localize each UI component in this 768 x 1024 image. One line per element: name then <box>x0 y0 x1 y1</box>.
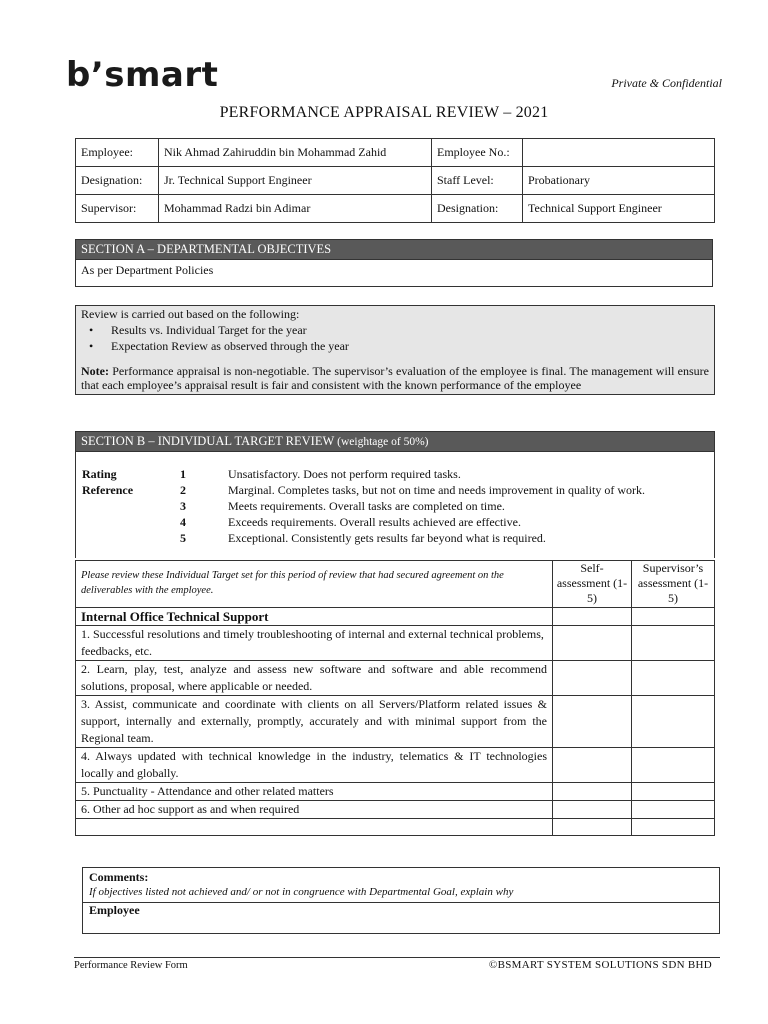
self-score-cell[interactable] <box>553 608 632 626</box>
review-note <box>81 364 709 392</box>
target-item: 2. Learn, play, test, analyze and assess new software and software and able recommend solutions, proposal, where applicable or needed. <box>76 661 553 696</box>
rating-number: 4 <box>180 515 186 529</box>
self-score-cell[interactable] <box>553 626 632 661</box>
supervisor-score-cell[interactable] <box>632 626 715 661</box>
supervisor-score-cell[interactable] <box>632 608 715 626</box>
self-score-cell[interactable] <box>553 801 632 819</box>
rating-description: Exceeds requirements. Overall results achieved are effective. <box>228 515 521 529</box>
employee-label: Employee: <box>76 139 159 167</box>
supervisor-field[interactable]: Mohammad Radzi bin Adimar <box>159 195 432 223</box>
designation-label: Designation: <box>76 167 159 195</box>
staff-level-field[interactable]: Probationary <box>523 167 715 195</box>
rating-description: Marginal. Completes tasks, but not on time and needs improvement in quality of work. <box>228 483 646 497</box>
self-score-cell[interactable] <box>553 748 632 783</box>
rating-description: Unsatisfactory. Does not perform required tasks. <box>228 467 461 481</box>
self-score-cell[interactable] <box>553 661 632 696</box>
employee-no-label: Employee No.: <box>432 139 523 167</box>
supervisor-score-cell[interactable] <box>632 801 715 819</box>
footer-form-name: Performance Review Form <box>74 960 188 971</box>
review-basis-box <box>75 305 715 395</box>
section-b-heading <box>75 431 715 452</box>
self-score-cell[interactable] <box>553 783 632 801</box>
supervisor-score-cell[interactable] <box>632 783 715 801</box>
rating-number: 3 <box>180 499 186 513</box>
supervisor-score-cell[interactable] <box>632 696 715 748</box>
employee-comment-label: Employee <box>89 903 140 917</box>
section-b-title: SECTION B – INDIVIDUAL TARGET REVIEW <box>81 434 335 448</box>
employee-name-field[interactable]: Nik Ahmad Zahiruddin bin Mohammad Zahid <box>159 139 432 167</box>
blank-target-row[interactable] <box>76 819 553 836</box>
rating-spacer <box>82 498 180 514</box>
comments-label: Comments: <box>89 870 149 884</box>
rating-row <box>82 466 709 482</box>
comments-instruction: If objectives listed not achieved and/ or not in congruence with Departmental Goal, explain why <box>89 886 514 898</box>
supervisor-score-cell[interactable] <box>632 661 715 696</box>
employee-no-field[interactable] <box>523 139 715 167</box>
rating-number: 2 <box>180 483 186 497</box>
footer-divider <box>74 957 720 958</box>
employee-comment-field[interactable] <box>83 903 719 933</box>
supervisor-label: Supervisor: <box>76 195 159 223</box>
note-text: Performance appraisal is non-negotiable. The supervisor’s evaluation of the employee is final. The management will ensure that each employee’s appraisal result is fair and consistent with the known performance of the employee <box>81 364 709 392</box>
company-logo: b’smart <box>66 55 219 95</box>
comments-box <box>82 867 720 934</box>
reference-label: Reference <box>82 483 134 497</box>
note-label: Note: <box>81 364 109 378</box>
staff-level-label: Staff Level: <box>432 167 523 195</box>
rating-number: 5 <box>180 531 186 545</box>
review-bullet-list <box>81 322 709 354</box>
target-item: 3. Assist, communicate and coordinate with clients on all Servers/Platform related issues & support, internally and externally, promptly, accurately and with minimal support from the Regional team. <box>76 696 553 748</box>
target-instruction: Please review these Individual Target set for this period of review that had secured agreement on the deliverables with the employee. <box>76 561 553 608</box>
review-intro: Review is carried out based on the following: <box>81 307 300 321</box>
supervisor-score-cell[interactable] <box>632 819 715 836</box>
footer-copyright: ©BSMART SYSTEM SOLUTIONS SDN BHD <box>488 959 712 971</box>
supervisor-designation-label: Designation: <box>432 195 523 223</box>
rating-number: 1 <box>180 467 186 481</box>
rating-row <box>82 482 709 498</box>
designation-field[interactable]: Jr. Technical Support Engineer <box>159 167 432 195</box>
target-item: 1. Successful resolutions and timely troubleshooting of internal and external technical problems, feedbacks, etc. <box>76 626 553 661</box>
self-assessment-header: Self-assessment (1-5) <box>553 561 632 608</box>
self-score-cell[interactable] <box>553 696 632 748</box>
section-b-weightage: (weightage of 50%) <box>337 436 429 448</box>
target-item: 4. Always updated with technical knowledge in the industry, telematics & IT technologies locally and globally. <box>76 748 553 783</box>
target-item: 5. Punctuality - Attendance and other related matters <box>76 783 553 801</box>
supervisor-designation-field[interactable]: Technical Support Engineer <box>523 195 715 223</box>
rating-row <box>82 530 709 546</box>
review-bullet: • Expectation Review as observed through the year <box>103 338 709 354</box>
page-title: PERFORMANCE APPRAISAL REVIEW – 2021 <box>219 104 549 121</box>
comments-header <box>83 868 719 903</box>
confidential-label: Private & Confidential <box>611 76 722 90</box>
target-review-table <box>75 560 715 836</box>
review-bullet: • Results vs. Individual Target for the year <box>103 322 709 338</box>
supervisor-assessment-header: Supervisor’s assessment (1-5) <box>632 561 715 608</box>
section-b <box>75 431 715 558</box>
rating-reference <box>75 452 715 558</box>
rating-label: Rating <box>82 467 117 481</box>
rating-row <box>82 498 709 514</box>
target-item: 6. Other ad hoc support as and when required <box>76 801 553 819</box>
rating-description: Exceptional. Consistently gets results far beyond what is required. <box>228 531 546 545</box>
section-a <box>75 239 713 287</box>
rating-spacer <box>82 514 180 530</box>
section-a-heading: SECTION A – DEPARTMENTAL OBJECTIVES <box>75 239 713 260</box>
rating-description: Meets requirements. Overall tasks are completed on time. <box>228 499 505 513</box>
employee-info-table <box>75 138 715 223</box>
rating-row <box>82 514 709 530</box>
target-group-title: Internal Office Technical Support <box>76 608 553 626</box>
section-a-content: As per Department Policies <box>75 260 713 287</box>
self-score-cell[interactable] <box>553 819 632 836</box>
supervisor-score-cell[interactable] <box>632 748 715 783</box>
rating-spacer <box>82 530 180 546</box>
